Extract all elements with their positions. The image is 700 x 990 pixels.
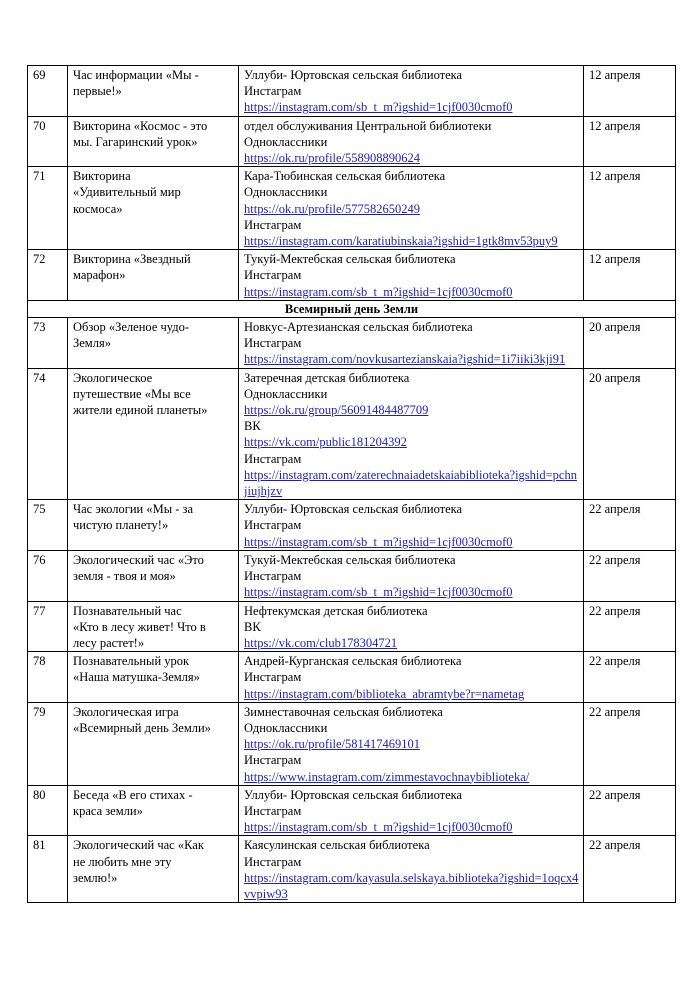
row-number: 73	[28, 318, 68, 369]
library-name: Нефтекумская детская библиотека	[244, 603, 428, 618]
event-date: 22 апреля	[584, 836, 676, 903]
platform-label: Инстаграм	[244, 84, 302, 99]
library-name: Уллуби- Юртовская сельская библиотека	[244, 787, 463, 802]
row-number: 70	[28, 116, 68, 167]
event-link[interactable]: https://www.instagram.com/zimmestavochnaybiblioteka/	[244, 769, 530, 784]
event-link[interactable]: https://instagram.com/novkusartezianskaia?igshid=1i7iiki3kji91	[244, 352, 566, 367]
event-title: Экологическая игра «Всемирный день Земли»	[68, 702, 239, 785]
platform-label: ВК	[244, 419, 261, 434]
library-name: Новкус-Артезианская сельская библиотека	[244, 320, 473, 335]
event-venue	[239, 66, 584, 117]
table-row	[28, 318, 676, 369]
platform-label: Инстаграм	[244, 670, 302, 685]
event-link[interactable]: https://instagram.com/sb_t_m?igshid=1cjf0030cmof0	[244, 585, 513, 600]
event-venue	[239, 368, 584, 500]
event-title: Беседа «В его стихах - краса земли»	[68, 785, 239, 836]
row-number: 69	[28, 66, 68, 117]
event-link[interactable]: https://ok.ru/group/56091484487709	[244, 403, 429, 418]
platform-label: Одноклассники	[244, 386, 328, 401]
table-row	[28, 500, 676, 551]
platform-label: Инстаграм	[244, 268, 302, 283]
platform-label: Инстаграм	[244, 217, 302, 232]
row-number: 78	[28, 652, 68, 703]
event-date: 20 апреля	[584, 368, 676, 500]
event-link[interactable]: https://instagram.com/sb_t_m?igshid=1cjf0030cmof0	[244, 534, 513, 549]
platform-label: Одноклассники	[244, 720, 328, 735]
table-row	[28, 368, 676, 500]
event-venue	[239, 318, 584, 369]
platform-label: Инстаграм	[244, 569, 302, 584]
table-row	[28, 785, 676, 836]
event-date: 22 апреля	[584, 500, 676, 551]
events-table	[27, 65, 676, 903]
row-number: 76	[28, 550, 68, 601]
row-number: 71	[28, 167, 68, 250]
library-name: Тукуй-Мектебская сельская библиотека	[244, 252, 456, 267]
platform-label: Инстаграм	[244, 854, 302, 869]
event-title: Викторина «Удивительный мир космоса»	[68, 167, 239, 250]
platform-label: Инстаграм	[244, 803, 302, 818]
row-number: 80	[28, 785, 68, 836]
event-title: Экологический час «Это земля - твоя и моя»	[68, 550, 239, 601]
events-table-body	[28, 66, 676, 903]
library-name: Затеречная детская библиотека	[244, 370, 410, 385]
event-venue	[239, 550, 584, 601]
table-row	[28, 66, 676, 117]
event-venue	[239, 601, 584, 652]
event-link[interactable]: https://instagram.com/karatiubinskaia?igshid=1gtk8mv53puy9	[244, 234, 558, 249]
platform-label: Одноклассники	[244, 185, 328, 200]
event-date: 12 апреля	[584, 250, 676, 301]
library-name: отдел обслуживания Центральной библиотеки	[244, 118, 492, 133]
event-link[interactable]: https://ok.ru/profile/558908890624	[244, 151, 421, 166]
event-link[interactable]: https://instagram.com/sb_t_m?igshid=1cjf0030cmof0	[244, 100, 513, 115]
event-title: Викторина «Звездный марафон»	[68, 250, 239, 301]
row-number: 81	[28, 836, 68, 903]
table-row	[28, 702, 676, 785]
platform-label: Инстаграм	[244, 451, 302, 466]
event-link[interactable]: https://instagram.com/sb_t_m?igshid=1cjf0030cmof0	[244, 820, 513, 835]
event-title: Познавательный час «Кто в лесу живет! Что в лесу растет!»	[68, 601, 239, 652]
event-link[interactable]: https://vk.com/public181204392	[244, 435, 407, 450]
table-row	[28, 836, 676, 903]
event-link[interactable]: https://instagram.com/biblioteka_abramtybe?r=nametag	[244, 686, 525, 701]
event-venue	[239, 702, 584, 785]
platform-label: Одноклассники	[244, 134, 328, 149]
table-row	[28, 601, 676, 652]
library-name: Каясулинская сельская библиотека	[244, 838, 430, 853]
table-row	[28, 167, 676, 250]
event-title: Час экологии «Мы - за чистую планету!»	[68, 500, 239, 551]
event-title: Обзор «Зеленое чудо- Земля»	[68, 318, 239, 369]
event-link[interactable]: https://instagram.com/zaterechnaiadetskaiabiblioteka?igshid=pchnjiujhjzv	[244, 467, 577, 499]
row-number: 75	[28, 500, 68, 551]
event-title: Час информации «Мы - первые!»	[68, 66, 239, 117]
library-name: Уллуби- Юртовская сельская библиотека	[244, 502, 463, 517]
library-name: Андрей-Курганская сельская библиотека	[244, 654, 462, 669]
section-title: Всемирный день Земли	[28, 300, 676, 317]
event-date: 22 апреля	[584, 702, 676, 785]
table-row	[28, 550, 676, 601]
event-link[interactable]: https://ok.ru/profile/581417469101	[244, 737, 421, 752]
platform-label: Инстаграм	[244, 753, 302, 768]
event-link[interactable]: https://instagram.com/sb_t_m?igshid=1cjf0030cmof0	[244, 284, 513, 299]
event-title: Экологическое путешествие «Мы все жители единой планеты»	[68, 368, 239, 500]
library-name: Зимнеставочная сельская библиотека	[244, 704, 443, 719]
event-date: 22 апреля	[584, 785, 676, 836]
event-date: 22 апреля	[584, 601, 676, 652]
row-number: 72	[28, 250, 68, 301]
event-date: 20 апреля	[584, 318, 676, 369]
event-venue	[239, 836, 584, 903]
platform-label: Инстаграм	[244, 518, 302, 533]
event-venue	[239, 652, 584, 703]
library-name: Кара-Тюбинская сельская библиотека	[244, 169, 446, 184]
event-date: 22 апреля	[584, 652, 676, 703]
event-date: 12 апреля	[584, 66, 676, 117]
event-link[interactable]: https://ok.ru/profile/577582650249	[244, 201, 421, 216]
platform-label: ВК	[244, 619, 261, 634]
library-name: Тукуй-Мектебская сельская библиотека	[244, 552, 456, 567]
table-row	[28, 116, 676, 167]
event-link[interactable]: https://vk.com/club178304721	[244, 635, 398, 650]
table-row	[28, 652, 676, 703]
event-venue	[239, 250, 584, 301]
event-link[interactable]: https://instagram.com/kayasula.selskaya.biblioteka?igshid=1oqcx4vvpiw93	[244, 870, 579, 901]
row-number: 79	[28, 702, 68, 785]
library-name: Уллуби- Юртовская сельская библиотека	[244, 68, 463, 82]
event-venue	[239, 500, 584, 551]
event-venue	[239, 116, 584, 167]
event-venue	[239, 167, 584, 250]
section-header-row	[28, 300, 676, 317]
event-date: 12 апреля	[584, 116, 676, 167]
event-title: Викторина «Космос - это мы. Гагаринский урок»	[68, 116, 239, 167]
event-title: Познавательный урок «Наша матушка-Земля»	[68, 652, 239, 703]
row-number: 77	[28, 601, 68, 652]
platform-label: Инстаграм	[244, 336, 302, 351]
event-venue	[239, 785, 584, 836]
event-title: Экологический час «Как не любить мне эту землю!»	[68, 836, 239, 903]
row-number: 74	[28, 368, 68, 500]
event-date: 12 апреля	[584, 167, 676, 250]
event-date: 22 апреля	[584, 550, 676, 601]
table-row	[28, 250, 676, 301]
